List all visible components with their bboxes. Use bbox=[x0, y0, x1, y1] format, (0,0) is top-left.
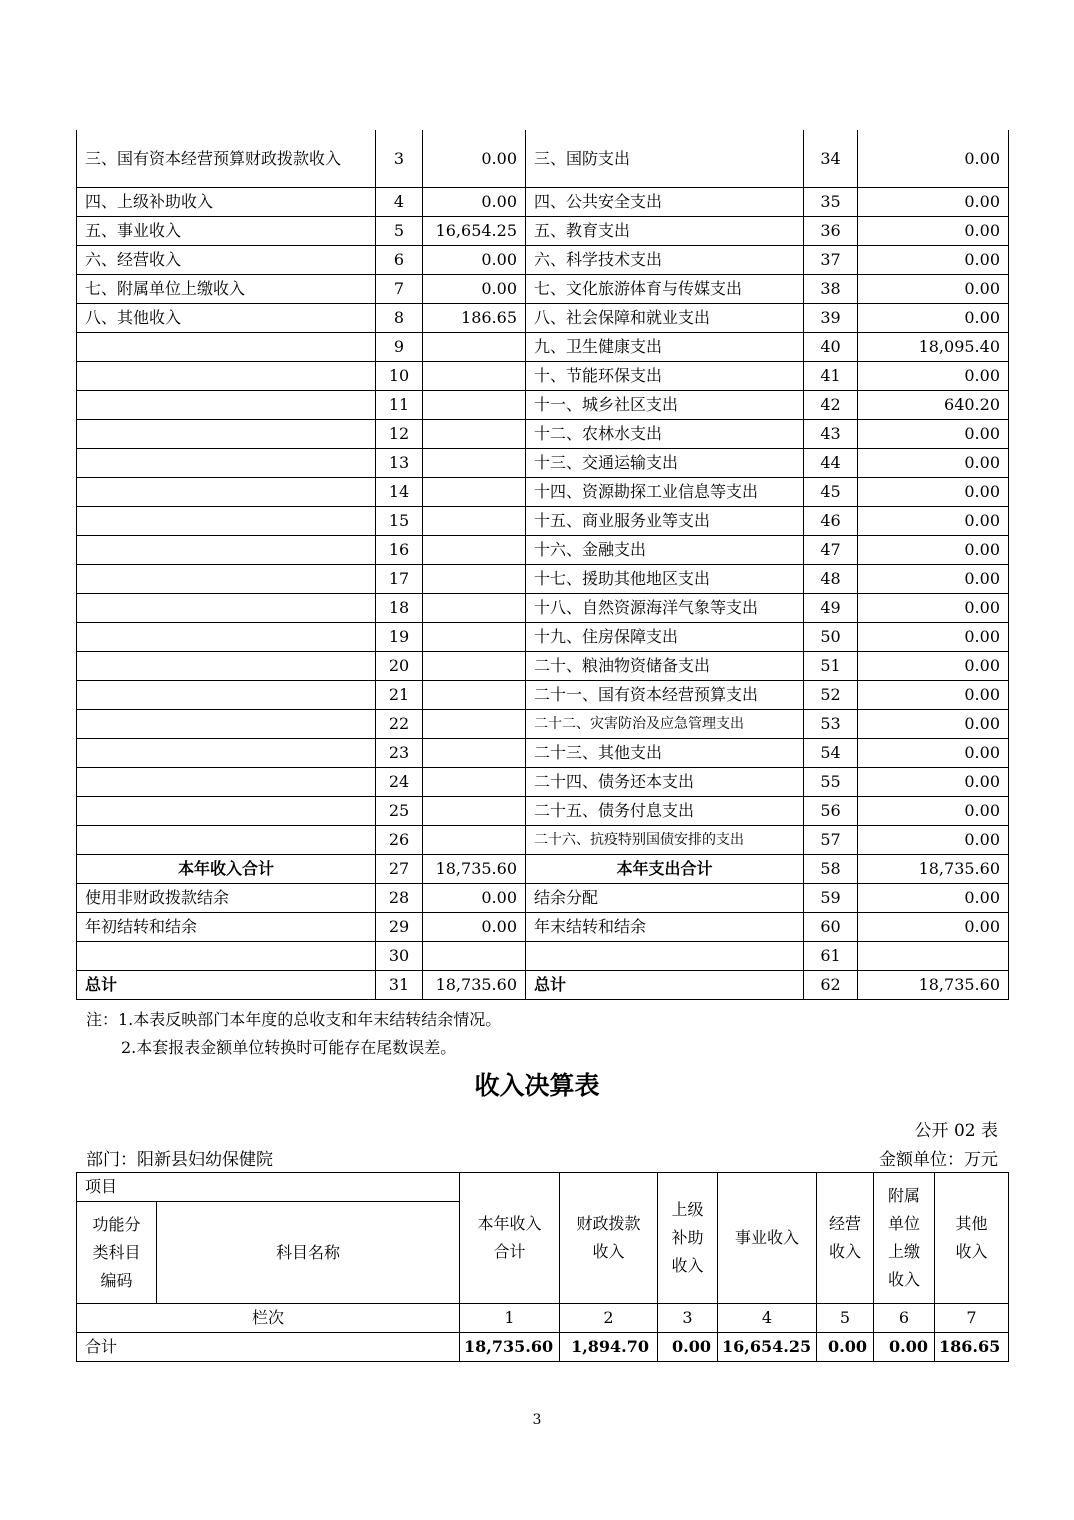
table-row bbox=[77, 246, 1009, 275]
left-amount: 0.00 bbox=[423, 130, 526, 188]
right-line-no: 47 bbox=[804, 536, 858, 565]
amount-unit-label: 金额单位：万元 bbox=[879, 1150, 998, 1170]
left-line-no: 23 bbox=[376, 739, 423, 768]
right-item: 十六、金融支出 bbox=[526, 536, 804, 565]
right-amount bbox=[858, 942, 1009, 971]
lanci-number: 5 bbox=[817, 1304, 874, 1333]
left-line-no: 20 bbox=[376, 652, 423, 681]
right-item: 十七、援助其他地区支出 bbox=[526, 565, 804, 594]
left-line-no: 15 bbox=[376, 507, 423, 536]
total-value: 1,894.70 bbox=[560, 1333, 658, 1362]
left-item bbox=[77, 536, 376, 565]
header-col7 bbox=[935, 1173, 1009, 1304]
right-amount: 0.00 bbox=[858, 449, 1009, 478]
right-item: 二十二、灾害防治及应急管理支出 bbox=[526, 710, 804, 739]
right-amount: 0.00 bbox=[858, 507, 1009, 536]
left-line-no: 24 bbox=[376, 768, 423, 797]
right-line-no: 40 bbox=[804, 333, 858, 362]
left-item bbox=[77, 739, 376, 768]
left-amount bbox=[423, 536, 526, 565]
left-line-no: 13 bbox=[376, 449, 423, 478]
table-row bbox=[77, 913, 1009, 942]
right-line-no: 50 bbox=[804, 623, 858, 652]
header-col5 bbox=[817, 1173, 874, 1304]
right-line-no: 56 bbox=[804, 797, 858, 826]
left-amount: 0.00 bbox=[423, 884, 526, 913]
right-amount: 0.00 bbox=[858, 217, 1009, 246]
note-2: 2.本套报表金额单位转换时可能存在尾数误差。 bbox=[121, 1038, 457, 1057]
left-item bbox=[77, 652, 376, 681]
right-item: 二十、粮油物资储备支出 bbox=[526, 652, 804, 681]
right-amount: 18,735.60 bbox=[858, 971, 1009, 1000]
right-amount: 0.00 bbox=[858, 536, 1009, 565]
lanci-number: 7 bbox=[935, 1304, 1009, 1333]
right-line-no: 43 bbox=[804, 420, 858, 449]
left-item bbox=[77, 594, 376, 623]
left-amount: 18,735.60 bbox=[423, 855, 526, 884]
page-number: 3 bbox=[532, 1412, 542, 1428]
left-amount bbox=[423, 768, 526, 797]
left-item bbox=[77, 826, 376, 855]
left-amount bbox=[423, 391, 526, 420]
right-line-no: 36 bbox=[804, 217, 858, 246]
left-line-no: 6 bbox=[376, 246, 423, 275]
left-item bbox=[77, 797, 376, 826]
left-item bbox=[77, 565, 376, 594]
left-amount bbox=[423, 333, 526, 362]
left-amount: 0.00 bbox=[423, 188, 526, 217]
table-row bbox=[77, 536, 1009, 565]
right-item: 二十三、其他支出 bbox=[526, 739, 804, 768]
left-line-no: 30 bbox=[376, 942, 423, 971]
left-line-no: 11 bbox=[376, 391, 423, 420]
income-final-accounts-table bbox=[76, 1172, 1009, 1362]
right-line-no: 37 bbox=[804, 246, 858, 275]
left-line-no: 17 bbox=[376, 565, 423, 594]
right-amount: 0.00 bbox=[858, 826, 1009, 855]
table-row bbox=[77, 420, 1009, 449]
left-amount bbox=[423, 507, 526, 536]
right-amount: 0.00 bbox=[858, 884, 1009, 913]
left-line-no: 4 bbox=[376, 188, 423, 217]
left-amount bbox=[423, 420, 526, 449]
table-row bbox=[77, 623, 1009, 652]
header-col3-text: 上级补助收入 bbox=[671, 1200, 704, 1275]
left-item: 六、经营收入 bbox=[77, 246, 376, 275]
left-line-no: 18 bbox=[376, 594, 423, 623]
right-line-no: 34 bbox=[804, 130, 858, 188]
left-amount bbox=[423, 478, 526, 507]
right-line-no: 44 bbox=[804, 449, 858, 478]
department-label: 部门：阳新县妇幼保健院 bbox=[86, 1150, 273, 1170]
right-item: 三、国防支出 bbox=[526, 130, 804, 188]
left-item bbox=[77, 681, 376, 710]
right-item: 九、卫生健康支出 bbox=[526, 333, 804, 362]
right-amount: 0.00 bbox=[858, 594, 1009, 623]
left-amount bbox=[423, 710, 526, 739]
right-amount: 0.00 bbox=[858, 565, 1009, 594]
left-line-no: 21 bbox=[376, 681, 423, 710]
left-amount: 18,735.60 bbox=[423, 971, 526, 1000]
right-line-no: 58 bbox=[804, 855, 858, 884]
right-amount: 0.00 bbox=[858, 710, 1009, 739]
right-line-no: 57 bbox=[804, 826, 858, 855]
table-row bbox=[77, 768, 1009, 797]
left-amount bbox=[423, 681, 526, 710]
right-amount: 0.00 bbox=[858, 130, 1009, 188]
left-item bbox=[77, 449, 376, 478]
header-col4: 事业收入 bbox=[718, 1173, 817, 1304]
header-name: 科目名称 bbox=[157, 1202, 460, 1304]
header-col7-text: 其他收入 bbox=[955, 1214, 988, 1261]
right-item: 十九、住房保障支出 bbox=[526, 623, 804, 652]
right-amount: 0.00 bbox=[858, 797, 1009, 826]
left-line-no: 22 bbox=[376, 710, 423, 739]
left-line-no: 8 bbox=[376, 304, 423, 333]
right-item: 四、公共安全支出 bbox=[526, 188, 804, 217]
total-value: 18,735.60 bbox=[460, 1333, 560, 1362]
left-line-no: 29 bbox=[376, 913, 423, 942]
left-amount: 16,654.25 bbox=[423, 217, 526, 246]
table-row bbox=[77, 304, 1009, 333]
header-col5-text: 经营收入 bbox=[829, 1214, 862, 1261]
right-amount: 18,735.60 bbox=[858, 855, 1009, 884]
left-item: 使用非财政拨款结余 bbox=[77, 884, 376, 913]
left-item: 四、上级补助收入 bbox=[77, 188, 376, 217]
left-amount bbox=[423, 565, 526, 594]
header-col1 bbox=[460, 1173, 560, 1304]
left-amount bbox=[423, 362, 526, 391]
table-row bbox=[77, 594, 1009, 623]
lanci-number: 2 bbox=[560, 1304, 658, 1333]
table-row bbox=[77, 826, 1009, 855]
right-line-no: 52 bbox=[804, 681, 858, 710]
right-amount: 0.00 bbox=[858, 913, 1009, 942]
left-line-no: 25 bbox=[376, 797, 423, 826]
left-item bbox=[77, 942, 376, 971]
right-item: 二十六、抗疫特别国债安排的支出 bbox=[526, 826, 804, 855]
right-amount: 0.00 bbox=[858, 362, 1009, 391]
left-item bbox=[77, 420, 376, 449]
table-row bbox=[77, 855, 1009, 884]
left-line-no: 7 bbox=[376, 275, 423, 304]
left-item bbox=[77, 768, 376, 797]
left-line-no: 16 bbox=[376, 536, 423, 565]
left-amount bbox=[423, 594, 526, 623]
total-label: 合计 bbox=[77, 1333, 460, 1362]
header-col1-text: 本年收入合计 bbox=[477, 1214, 542, 1261]
right-item: 十四、资源勘探工业信息等支出 bbox=[526, 478, 804, 507]
right-amount: 640.20 bbox=[858, 391, 1009, 420]
table-row bbox=[77, 130, 1009, 188]
left-item bbox=[77, 362, 376, 391]
note-1: 注：1.本表反映部门本年度的总收支和年末结转结余情况。 bbox=[86, 1010, 502, 1029]
right-item: 七、文化旅游体育与传媒支出 bbox=[526, 275, 804, 304]
right-item: 本年支出合计 bbox=[526, 855, 804, 884]
right-line-no: 39 bbox=[804, 304, 858, 333]
right-line-no: 59 bbox=[804, 884, 858, 913]
right-line-no: 62 bbox=[804, 971, 858, 1000]
table-row bbox=[77, 275, 1009, 304]
left-amount bbox=[423, 942, 526, 971]
left-amount bbox=[423, 739, 526, 768]
table-row bbox=[77, 710, 1009, 739]
right-amount: 0.00 bbox=[858, 739, 1009, 768]
notes bbox=[86, 1006, 501, 1062]
total-value: 0.00 bbox=[658, 1333, 718, 1362]
right-line-no: 51 bbox=[804, 652, 858, 681]
table-row bbox=[77, 391, 1009, 420]
left-line-no: 9 bbox=[376, 333, 423, 362]
table-row bbox=[77, 884, 1009, 913]
left-line-no: 26 bbox=[376, 826, 423, 855]
left-amount bbox=[423, 797, 526, 826]
right-line-no: 42 bbox=[804, 391, 858, 420]
left-line-no: 27 bbox=[376, 855, 423, 884]
right-item: 十二、农林水支出 bbox=[526, 420, 804, 449]
right-amount: 18,095.40 bbox=[858, 333, 1009, 362]
right-amount: 0.00 bbox=[858, 275, 1009, 304]
income-expenditure-table bbox=[76, 130, 1009, 1000]
left-item bbox=[77, 478, 376, 507]
left-line-no: 5 bbox=[376, 217, 423, 246]
right-item: 年末结转和结余 bbox=[526, 913, 804, 942]
left-item: 年初结转和结余 bbox=[77, 913, 376, 942]
left-item: 五、事业收入 bbox=[77, 217, 376, 246]
left-amount bbox=[423, 652, 526, 681]
lanci-number: 3 bbox=[658, 1304, 718, 1333]
table-row bbox=[77, 217, 1009, 246]
table-row bbox=[77, 478, 1009, 507]
table-row bbox=[77, 681, 1009, 710]
left-line-no: 3 bbox=[376, 130, 423, 188]
left-item: 七、附属单位上缴收入 bbox=[77, 275, 376, 304]
right-item: 结余分配 bbox=[526, 884, 804, 913]
right-amount: 0.00 bbox=[858, 188, 1009, 217]
right-line-no: 38 bbox=[804, 275, 858, 304]
right-line-no: 46 bbox=[804, 507, 858, 536]
right-amount: 0.00 bbox=[858, 420, 1009, 449]
left-item bbox=[77, 507, 376, 536]
table-row bbox=[77, 362, 1009, 391]
right-line-no: 45 bbox=[804, 478, 858, 507]
left-item: 三、国有资本经营预算财政拨款收入 bbox=[77, 130, 376, 188]
lanci-number: 4 bbox=[718, 1304, 817, 1333]
right-item: 十一、城乡社区支出 bbox=[526, 391, 804, 420]
right-line-no: 60 bbox=[804, 913, 858, 942]
left-item: 总计 bbox=[77, 971, 376, 1000]
table-row bbox=[77, 797, 1009, 826]
right-line-no: 35 bbox=[804, 188, 858, 217]
right-item bbox=[526, 942, 804, 971]
total-value: 186.65 bbox=[935, 1333, 1009, 1362]
left-line-no: 31 bbox=[376, 971, 423, 1000]
header-code bbox=[77, 1202, 157, 1304]
header-project: 项目 bbox=[77, 1173, 460, 1202]
left-amount: 0.00 bbox=[423, 246, 526, 275]
right-amount: 0.00 bbox=[858, 478, 1009, 507]
right-amount: 0.00 bbox=[858, 304, 1009, 333]
right-item: 十五、商业服务业等支出 bbox=[526, 507, 804, 536]
table-row bbox=[77, 652, 1009, 681]
header-col2 bbox=[560, 1173, 658, 1304]
right-line-no: 48 bbox=[804, 565, 858, 594]
right-amount: 0.00 bbox=[858, 652, 1009, 681]
right-line-no: 49 bbox=[804, 594, 858, 623]
table-row bbox=[77, 565, 1009, 594]
right-item: 二十五、债务付息支出 bbox=[526, 797, 804, 826]
table-row bbox=[77, 333, 1009, 362]
right-amount: 0.00 bbox=[858, 681, 1009, 710]
header-col6 bbox=[874, 1173, 935, 1304]
left-item bbox=[77, 391, 376, 420]
table-number: 公开 02 表 bbox=[914, 1121, 998, 1141]
right-item: 十、节能环保支出 bbox=[526, 362, 804, 391]
left-amount bbox=[423, 826, 526, 855]
left-line-no: 12 bbox=[376, 420, 423, 449]
right-amount: 0.00 bbox=[858, 768, 1009, 797]
left-line-no: 14 bbox=[376, 478, 423, 507]
left-item: 八、其他收入 bbox=[77, 304, 376, 333]
lanci-number: 1 bbox=[460, 1304, 560, 1333]
left-amount: 0.00 bbox=[423, 913, 526, 942]
lanci-label: 栏次 bbox=[77, 1304, 460, 1333]
right-item: 六、科学技术支出 bbox=[526, 246, 804, 275]
page-title: 收入决算表 bbox=[474, 1071, 600, 1100]
left-line-no: 10 bbox=[376, 362, 423, 391]
right-amount: 0.00 bbox=[858, 246, 1009, 275]
right-item: 二十四、债务还本支出 bbox=[526, 768, 804, 797]
right-item: 二十一、国有资本经营预算支出 bbox=[526, 681, 804, 710]
left-item bbox=[77, 623, 376, 652]
lanci-number: 6 bbox=[874, 1304, 935, 1333]
right-line-no: 41 bbox=[804, 362, 858, 391]
header-code-text: 功能分类科目编码 bbox=[92, 1214, 141, 1290]
total-value: 16,654.25 bbox=[718, 1333, 817, 1362]
table-row bbox=[77, 507, 1009, 536]
right-item: 五、教育支出 bbox=[526, 217, 804, 246]
right-line-no: 53 bbox=[804, 710, 858, 739]
right-amount: 0.00 bbox=[858, 623, 1009, 652]
left-amount: 0.00 bbox=[423, 275, 526, 304]
header-col2-text: 财政拨款收入 bbox=[576, 1214, 641, 1261]
right-item: 总计 bbox=[526, 971, 804, 1000]
right-item: 十三、交通运输支出 bbox=[526, 449, 804, 478]
total-value: 0.00 bbox=[817, 1333, 874, 1362]
total-value: 0.00 bbox=[874, 1333, 935, 1362]
table-row bbox=[77, 188, 1009, 217]
table-row bbox=[77, 449, 1009, 478]
right-line-no: 54 bbox=[804, 739, 858, 768]
table-row bbox=[77, 971, 1009, 1000]
left-amount: 186.65 bbox=[423, 304, 526, 333]
header-col3 bbox=[658, 1173, 718, 1304]
left-line-no: 19 bbox=[376, 623, 423, 652]
left-amount bbox=[423, 623, 526, 652]
table-row bbox=[77, 739, 1009, 768]
header-col6-text: 附属单位上缴收入 bbox=[888, 1186, 921, 1289]
right-item: 十八、自然资源海洋气象等支出 bbox=[526, 594, 804, 623]
left-amount bbox=[423, 449, 526, 478]
left-item: 本年收入合计 bbox=[77, 855, 376, 884]
right-line-no: 61 bbox=[804, 942, 858, 971]
left-item bbox=[77, 710, 376, 739]
right-line-no: 55 bbox=[804, 768, 858, 797]
right-item: 八、社会保障和就业支出 bbox=[526, 304, 804, 333]
table-row bbox=[77, 942, 1009, 971]
left-line-no: 28 bbox=[376, 884, 423, 913]
left-item bbox=[77, 333, 376, 362]
